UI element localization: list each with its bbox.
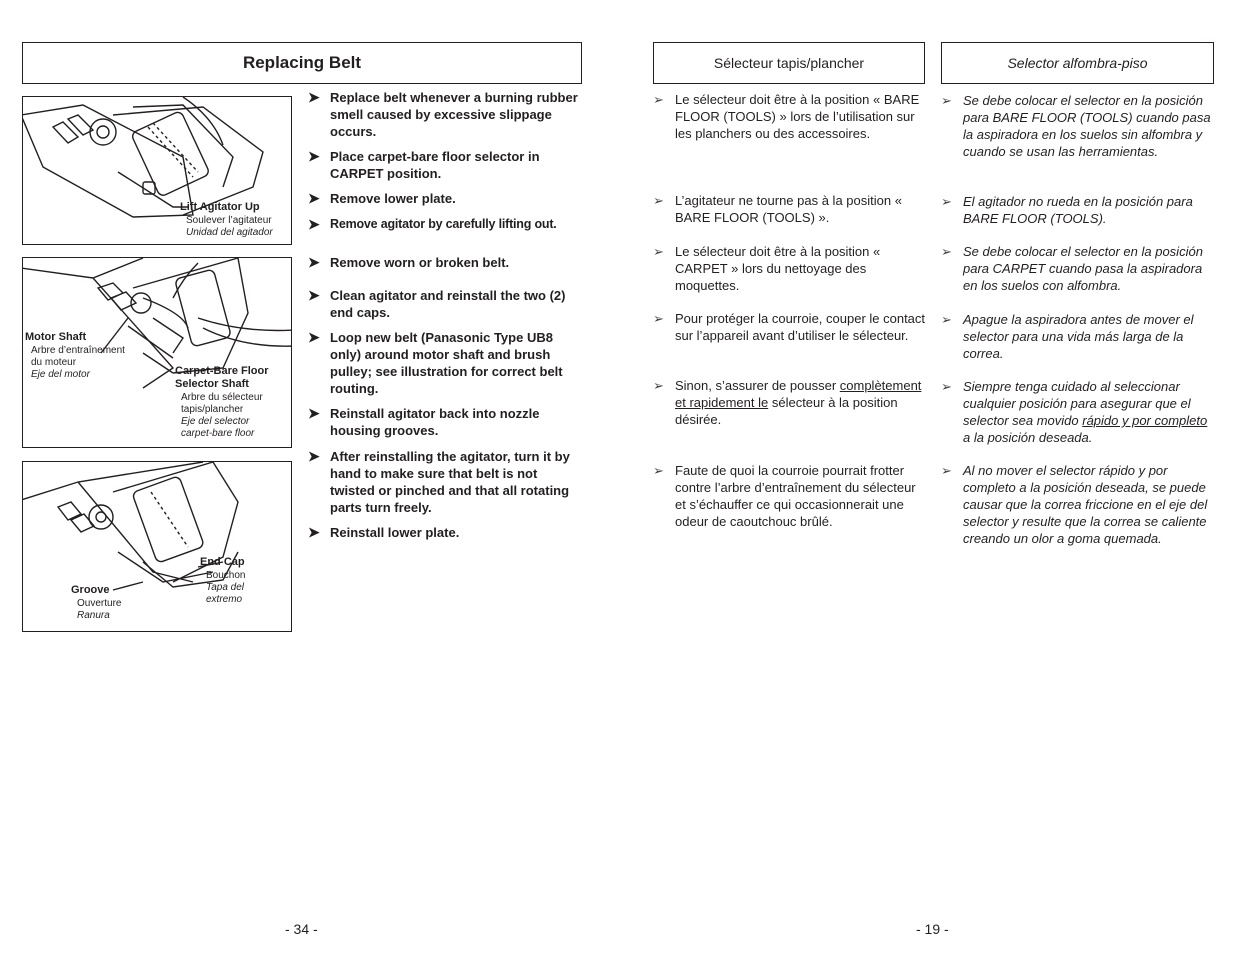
label-groove: Groove — [71, 584, 110, 596]
list-item: ➢ Le sélecteur doit être à la position « BARE FLOOR (TOOLS) » lors de l’utilisation sur les planchers ou des accessoires. — [653, 92, 920, 141]
arrow-icon: ➢ — [653, 92, 664, 107]
figure-end-cap — [22, 461, 292, 632]
label-es-1: Eje del selector — [181, 416, 250, 427]
figure-belt-routing — [22, 257, 292, 448]
arrow-icon: ➤ — [308, 287, 320, 303]
arrow-icon: ➤ — [308, 524, 320, 540]
label-selector-shaft-1: Carpet-Bare Floor — [175, 365, 269, 377]
figure-lift-agitator — [22, 96, 292, 245]
page-number-right: - 19 - — [916, 921, 949, 937]
arrow-icon: ➢ — [941, 93, 952, 108]
list-item: ➤ Reinstall agitator back into nozzle housing grooves. — [308, 405, 540, 438]
list-item: ➢ Al no mover el selector rápido y por completo a la posición deseada, se puede causar que la correa friccione en el eje del selector y resulte que la correa se caliente creando un olor a goma quemada. — [941, 463, 1208, 546]
arrow-icon: ➢ — [653, 311, 664, 326]
arrow-icon: ➢ — [653, 378, 664, 393]
list-item: ➢ Pour protéger la courroie, couper le contact sur l’appareil avant d’utiliser le sélecteur. — [653, 311, 926, 343]
arrow-icon: ➢ — [941, 312, 952, 327]
arrow-icon: ➢ — [941, 379, 952, 394]
list-item: ➢ Siempre tenga cuidado al seleccionar cualquier posición para asegurar que el selector sea movido rápido y por completo a la posición deseada. — [941, 379, 1208, 445]
label-es-2: carpet-bare floor — [181, 428, 255, 439]
arrow-icon: ➤ — [308, 448, 320, 464]
list-item: ➤ Replace belt whenever a burning rubber smell caused by excessive slippage occurs. — [308, 89, 578, 139]
french-header — [653, 42, 925, 84]
list-item: ➢ Se debe colocar el selector en la posición para CARPET cuando pasa la aspiradora en los suelos con alfombra. — [941, 244, 1203, 293]
french-title: Sélecteur tapis/plancher — [713, 55, 865, 71]
label-es: Eje del motor — [31, 369, 90, 380]
arrow-icon: ➤ — [308, 329, 320, 345]
section-header — [22, 42, 582, 84]
label-end-cap-translations — [206, 570, 245, 606]
list-item: ➤ Remove worn or broken belt. — [308, 254, 510, 270]
list-item: ➢ Sinon, s’assurer de pousser complètement et rapidement le sélecteur à la position désirée. — [653, 378, 922, 427]
label-end-cap: End Cap — [200, 556, 245, 568]
label-motor-shaft: Motor Shaft — [25, 331, 87, 343]
list-item: ➢ Se debe colocar el selector en la posición para BARE FLOOR (TOOLS) cuando pasa la aspiradora en los suelos sin alfombra y cuando se usan las herramientas. — [941, 93, 1211, 159]
label-selector-shaft-2: Selector Shaft — [175, 378, 249, 390]
end-cap-illustration — [23, 462, 292, 632]
arrow-icon: ➤ — [308, 254, 320, 270]
arrow-icon: ➤ — [308, 190, 320, 206]
label-fr-2: du moteur — [31, 357, 77, 368]
list-item: ➢ Le sélecteur doit être à la position « CARPET » lors du nettoyage des moquettes. — [653, 244, 881, 293]
arrow-icon: ➢ — [653, 193, 664, 208]
arrow-icon: ➢ — [941, 463, 952, 478]
label-selector-shaft — [175, 365, 269, 391]
arrow-icon: ➢ — [653, 244, 664, 259]
page-number-left: - 34 - — [285, 921, 318, 937]
label-fr-2: tapis/plancher — [181, 404, 244, 415]
list-item: ➢ Faute de quoi la courroie pourrait frotter contre l’arbre d’entraînement du sélecteur et s’échauffer ce qui occasionnerait une odeur de caoutchouc brûlé. — [653, 463, 916, 529]
list-item: ➤ Place carpet-bare floor selector in CARPET position. — [308, 148, 540, 181]
label-fr: Soulever l’agitateur — [186, 215, 272, 226]
label-fr: Ouverture — [77, 598, 122, 609]
label-lift-agitator-translations — [186, 215, 273, 239]
label-es-1: Tapa del — [206, 582, 244, 593]
label-groove-translations — [77, 598, 121, 622]
arrow-icon: ➤ — [308, 89, 320, 105]
page-title: Replacing Belt — [242, 53, 362, 72]
spanish-header — [941, 42, 1214, 84]
list-item: ➤ Loop new belt (Panasonic Type UB8 only) around motor shaft and brush pulley; see illustration for correct belt routing. — [308, 329, 563, 396]
label-es: Unidad del agitador — [186, 227, 273, 238]
label-fr-1: Arbre du sélecteur — [181, 392, 263, 403]
list-item: ➢ El agitador no rueda en la posición para BARE FLOOR (TOOLS). — [941, 194, 1193, 226]
list-item: ➢ L’agitateur ne tourne pas à la position « BARE FLOOR (TOOLS) ». — [653, 193, 902, 225]
label-selector-shaft-translations — [181, 392, 263, 440]
arrow-icon: ➤ — [308, 148, 320, 164]
arrow-icon: ➢ — [941, 244, 952, 259]
arrow-icon: ➤ — [308, 216, 320, 232]
list-item: ➤ After reinstalling the agitator, turn it by hand to make sure that belt is not twisted or pinched and that all rotating parts turn freely. — [308, 448, 570, 515]
list-item: ➤ Clean agitator and reinstall the two (2) end caps. — [308, 287, 566, 320]
arrow-icon: ➢ — [941, 194, 952, 209]
list-item: ➤ Reinstall lower plate. — [308, 524, 460, 540]
list-item: ➢ Apague la aspiradora antes de mover el selector para una vida más larga de la correa. — [941, 312, 1194, 361]
arrow-icon: ➤ — [308, 405, 320, 421]
list-item: ➤ Remove agitator by carefully lifting out. — [308, 216, 557, 232]
label-fr: Bouchon — [206, 570, 246, 581]
label-es: Ranura — [77, 610, 110, 621]
arrow-icon: ➢ — [653, 463, 664, 478]
label-lift-agitator: Lift Agitator Up — [180, 201, 260, 213]
label-fr-1: Arbre d’entraînement — [31, 345, 125, 356]
label-motor-shaft-translations — [31, 345, 125, 381]
list-item: ➤ Remove lower plate. — [308, 190, 456, 206]
spanish-title: Selector alfombra-piso — [1007, 55, 1148, 71]
label-es-2: extremo — [206, 594, 243, 605]
